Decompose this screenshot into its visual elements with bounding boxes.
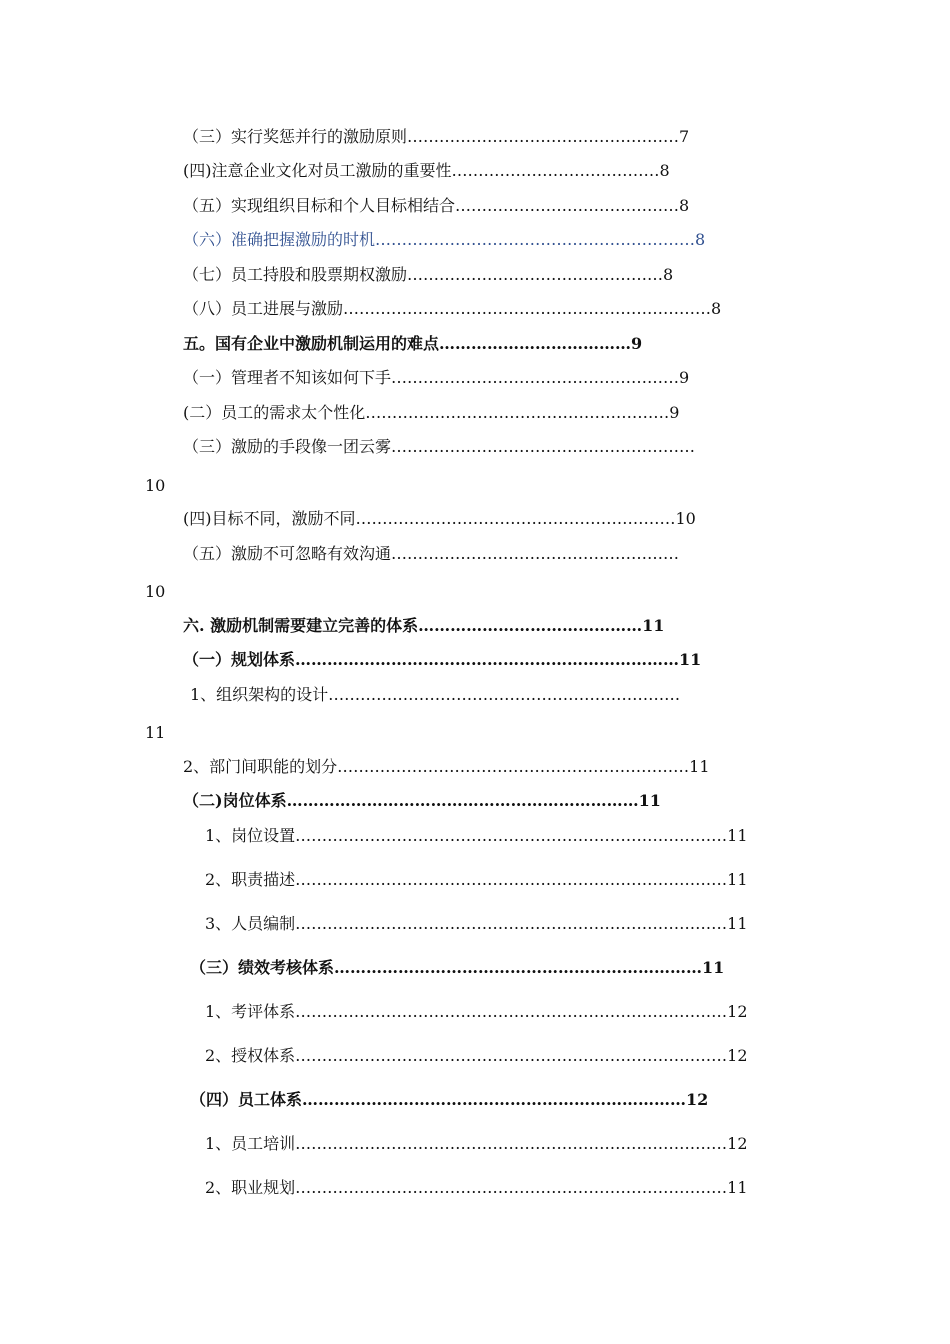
toc-entry: 1、员工培训………………………………………………………………………12 — [205, 1134, 748, 1153]
toc-entry: 2、职业规划………………………………………………………………………11 — [205, 1178, 748, 1197]
toc-entry: （八）员工进展与激励……………………………………………………………8 — [183, 299, 722, 318]
toc-subsection-heading: （四）员工体系………………………………………………………………12 — [190, 1090, 709, 1109]
toc-page-number: 10 — [145, 582, 166, 601]
toc-entry: 1、考评体系………………………………………………………………………12 — [205, 1002, 748, 1021]
toc-page-number: 10 — [145, 476, 166, 495]
toc-entry: 2、部门间职能的划分…………………………………………………………11 — [183, 757, 710, 776]
toc-subsection-heading: （三）绩效考核体系……………………………………………………………11 — [190, 958, 725, 977]
toc-entry: (四)目标不同，激励不同……………………………………………………10 — [183, 509, 696, 528]
toc-entry: (四)注意企业文化对员工激励的重要性…………………………………8 — [183, 161, 670, 180]
toc-section-heading: 五。国有企业中激励机制运用的难点………………………………9 — [183, 334, 643, 353]
toc-entry: 2、授权体系………………………………………………………………………12 — [205, 1046, 748, 1065]
toc-page-number: 11 — [145, 723, 166, 742]
toc-entry: （五）激励不可忽略有效沟通……………………………………………… — [183, 544, 680, 563]
toc-entry: （六）准确把握激励的时机……………………………………………………8 — [183, 230, 706, 249]
toc-entry: (二）员工的需求太个性化…………………………………………………9 — [183, 403, 680, 422]
toc-subsection-heading: （二)岗位体系…………………………………………………………11 — [183, 791, 661, 810]
toc-entry: 2、职责描述………………………………………………………………………11 — [205, 870, 748, 889]
toc-entry: 3、人员编制………………………………………………………………………11 — [205, 914, 748, 933]
toc-entry: （三）激励的手段像一团云雾………………………………………………… — [183, 437, 696, 456]
toc-entry: （五）实现组织目标和个人目标相结合……………………………………8 — [183, 196, 690, 215]
toc-section-heading: 六. 激励机制需要建立完善的体系……………………………………11 — [183, 616, 665, 635]
toc-entry: 1、组织架构的设计………………………………………………………… — [190, 685, 681, 704]
toc-entry: （一）管理者不知该如何下手………………………………………………9 — [183, 368, 690, 387]
toc-entry: （七）员工持股和股票期权激励…………………………………………8 — [183, 265, 674, 284]
toc-entry: （三）实行奖惩并行的激励原则……………………………………………7 — [183, 127, 690, 146]
toc-subsection-heading: （一）规划体系………………………………………………………………11 — [183, 650, 702, 669]
toc-entry: 1、岗位设置………………………………………………………………………11 — [205, 826, 748, 845]
